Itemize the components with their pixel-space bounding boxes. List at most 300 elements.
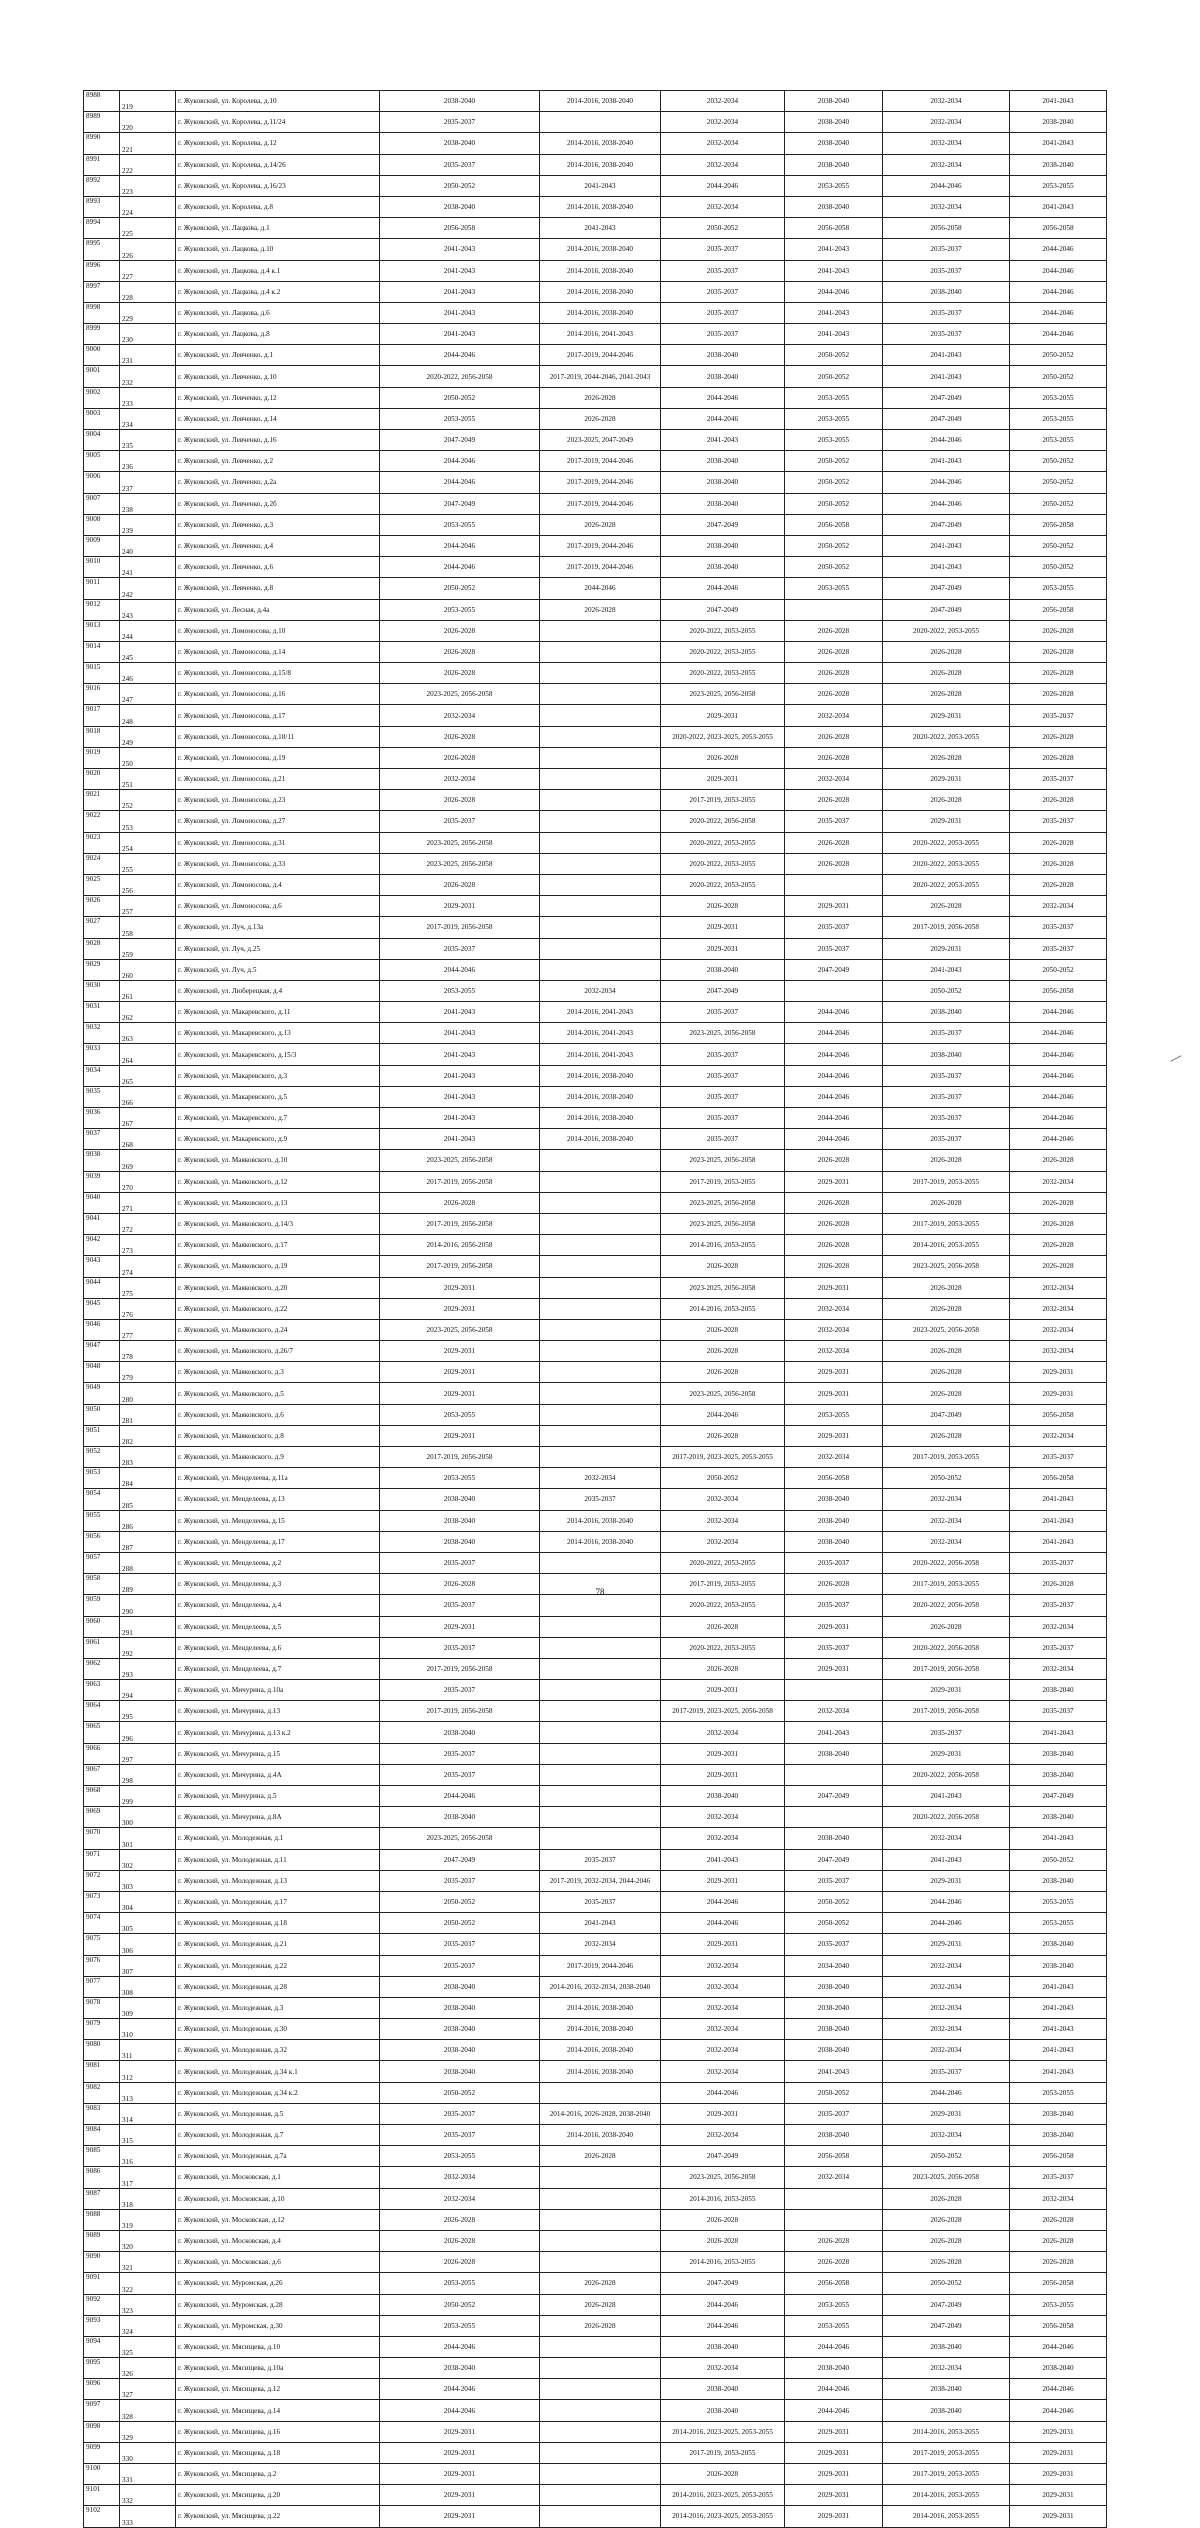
table-row [84, 1383, 1107, 1404]
table-cell: 9014 [84, 641, 120, 662]
table-cell: 2014-2016, 2053-2055 [883, 2421, 1010, 2442]
table-cell: 2041-2043 [540, 1913, 661, 1934]
table-cell: 2038-2040 [661, 366, 785, 387]
table-cell: 2041-2043 [883, 345, 1010, 366]
table-cell: 2056-2058 [1010, 599, 1107, 620]
table-cell: г. Жуковский, ул. Московская, д.6 [176, 2252, 380, 2273]
table-cell: 2032-2034 [661, 91, 785, 112]
table-cell: 272 [120, 1213, 176, 1234]
table-cell: 2053-2055 [1010, 387, 1107, 408]
table-cell: 260 [120, 959, 176, 980]
table-cell: 2047-2049 [785, 1786, 883, 1807]
table-cell: 2044-2046 [1010, 2379, 1107, 2400]
table-cell: 2050-2052 [785, 493, 883, 514]
table-row [84, 811, 1107, 832]
table-cell: 249 [120, 726, 176, 747]
table-cell: 2035-2037 [380, 938, 540, 959]
table-cell: 2047-2049 [661, 2273, 785, 2294]
table-cell: 2029-2031 [380, 1341, 540, 1362]
table-cell: 2044-2046 [380, 472, 540, 493]
table-cell: 281 [120, 1404, 176, 1425]
table-cell [540, 2400, 661, 2421]
table-cell: 2038-2040 [785, 196, 883, 217]
table-cell: 268 [120, 1129, 176, 1150]
table-cell: 2032-2034 [380, 705, 540, 726]
table-cell: 2026-2028 [883, 1383, 1010, 1404]
table-row [84, 1552, 1107, 1573]
table-cell: 2017-2019, 2056-2058 [883, 1701, 1010, 1722]
table-cell: 220 [120, 112, 176, 133]
table-cell: 2017-2019, 2044-2046 [540, 345, 661, 366]
table-cell: 9037 [84, 1129, 120, 1150]
table-cell: 2044-2046 [380, 2336, 540, 2357]
table-cell: 2035-2037 [883, 302, 1010, 323]
table-cell: 2050-2052 [785, 535, 883, 556]
table-cell: 2014-2016, 2038-2040 [540, 91, 661, 112]
table-cell: 255 [120, 853, 176, 874]
table-cell: 9098 [84, 2421, 120, 2442]
table-cell: 2035-2037 [1010, 938, 1107, 959]
table-cell: 2014-2016, 2038-2040 [540, 239, 661, 260]
table-row [84, 91, 1107, 112]
table-cell: 9101 [84, 2485, 120, 2506]
table-cell: 2017-2019, 2053-2055 [883, 2442, 1010, 2463]
table-cell: 2035-2037 [661, 281, 785, 302]
table-cell: 9059 [84, 1595, 120, 1616]
table-cell: 2032-2034 [785, 769, 883, 790]
table-cell: 2026-2028 [883, 2209, 1010, 2230]
table-cell: 2017-2019, 2053-2055 [883, 2464, 1010, 2485]
table-cell: 2026-2028 [785, 684, 883, 705]
table-cell: 252 [120, 790, 176, 811]
table-cell: 2038-2040 [661, 472, 785, 493]
table-cell: 2041-2043 [380, 1129, 540, 1150]
table-cell: 2032-2034 [883, 2040, 1010, 2061]
table-cell: 2044-2046 [380, 2379, 540, 2400]
table-cell: 8997 [84, 281, 120, 302]
table-cell: г. Жуковский, ул. Маяковского, д.24 [176, 1319, 380, 1340]
table-cell: 2029-2031 [380, 2421, 540, 2442]
table-cell [785, 2188, 883, 2209]
table-cell: 2035-2037 [785, 1595, 883, 1616]
table-cell: 2050-2052 [380, 387, 540, 408]
table-cell: 2053-2055 [785, 2315, 883, 2336]
table-cell: 2035-2037 [785, 917, 883, 938]
table-row [84, 1680, 1107, 1701]
table-row [84, 705, 1107, 726]
table-cell: 2056-2058 [1010, 218, 1107, 239]
table-row [84, 620, 1107, 641]
table-cell: 2026-2028 [1010, 853, 1107, 874]
table-row [84, 175, 1107, 196]
table-cell: 2026-2028 [883, 747, 1010, 768]
table-cell: 9031 [84, 1002, 120, 1023]
table-cell: 9043 [84, 1256, 120, 1277]
table-cell [540, 747, 661, 768]
table-cell: 2041-2043 [1010, 196, 1107, 217]
table-cell: 2020-2022, 2056-2058 [883, 1637, 1010, 1658]
table-cell: 2014-2016, 2038-2040 [540, 133, 661, 154]
table-row [84, 874, 1107, 895]
table-row [84, 2103, 1107, 2124]
table-cell: 2026-2028 [883, 896, 1010, 917]
table-cell: 262 [120, 1002, 176, 1023]
table-cell: 243 [120, 599, 176, 620]
table-cell: 222 [120, 154, 176, 175]
table-row [84, 2061, 1107, 2082]
table-cell: 2014-2016, 2038-2040 [540, 2125, 661, 2146]
table-cell: 9013 [84, 620, 120, 641]
table-cell: 251 [120, 769, 176, 790]
table-cell: 2053-2055 [380, 1468, 540, 1489]
table-cell: 227 [120, 260, 176, 281]
table-cell: 2029-2031 [380, 1277, 540, 1298]
table-cell: 2023-2025, 2056-2058 [380, 684, 540, 705]
table-cell: 2020-2022, 2053-2055 [661, 874, 785, 895]
table-cell: 9015 [84, 663, 120, 684]
table-row [84, 1192, 1107, 1213]
table-cell: 2026-2028 [1010, 1574, 1107, 1595]
table-cell: 2050-2052 [1010, 1849, 1107, 1870]
table-cell: г. Жуковский, ул. Мичурина, д.10а [176, 1680, 380, 1701]
table-cell: 2047-2049 [1010, 1786, 1107, 1807]
table-cell: 2047-2049 [380, 1849, 540, 1870]
table-cell: 2044-2046 [785, 1065, 883, 1086]
table-cell: 321 [120, 2252, 176, 2273]
table-cell: 2038-2040 [380, 1489, 540, 1510]
table-row [84, 2167, 1107, 2188]
table-cell [540, 1743, 661, 1764]
table-cell: 2023-2025, 2056-2058 [883, 1256, 1010, 1277]
table-cell: 9097 [84, 2400, 120, 2421]
table-cell: 2038-2040 [1010, 2125, 1107, 2146]
table-cell: 329 [120, 2421, 176, 2442]
table-cell: 2026-2028 [785, 663, 883, 684]
table-cell: 2026-2028 [540, 2294, 661, 2315]
table-cell: 283 [120, 1447, 176, 1468]
table-cell: 2032-2034 [661, 2125, 785, 2146]
table-cell: 9054 [84, 1489, 120, 1510]
table-cell: 9080 [84, 2040, 120, 2061]
table-cell: 2032-2034 [883, 112, 1010, 133]
table-cell: г. Жуковский, ул. Левченко, д.6 [176, 557, 380, 578]
table-cell: г. Жуковский, ул. Королева, д.16/23 [176, 175, 380, 196]
table-cell: 2032-2034 [661, 1722, 785, 1743]
table-cell: 9039 [84, 1171, 120, 1192]
table-cell: 2032-2034 [661, 1807, 785, 1828]
table-cell: 301 [120, 1828, 176, 1849]
table-cell: 2032-2034 [883, 1510, 1010, 1531]
table-cell: 2050-2052 [1010, 345, 1107, 366]
table-cell: 2047-2049 [661, 599, 785, 620]
table-cell: 2035-2037 [1010, 1447, 1107, 1468]
table-cell: 2044-2046 [661, 2082, 785, 2103]
table-cell: 2029-2031 [380, 1425, 540, 1446]
table-cell: 2041-2043 [661, 1849, 785, 1870]
table-cell: 2032-2034 [1010, 1616, 1107, 1637]
table-cell: 2035-2037 [661, 239, 785, 260]
table-cell: г. Жуковский, ул. Маяковского, д.10 [176, 1150, 380, 1171]
table-cell: 9045 [84, 1298, 120, 1319]
table-cell [540, 112, 661, 133]
table-cell: 2032-2034 [661, 2358, 785, 2379]
table-cell: 9003 [84, 408, 120, 429]
table-cell: 2020-2022, 2023-2025, 2053-2055 [661, 726, 785, 747]
table-cell: 307 [120, 1955, 176, 1976]
table-cell: 2041-2043 [883, 366, 1010, 387]
table-cell: 315 [120, 2125, 176, 2146]
table-cell: 223 [120, 175, 176, 196]
table-cell: 2017-2019, 2056-2058 [380, 917, 540, 938]
table-cell: 2023-2025, 2056-2058 [661, 1150, 785, 1171]
table-cell: г. Жуковский, ул. Московская, д.10 [176, 2188, 380, 2209]
table-cell: 2032-2034 [661, 1489, 785, 1510]
table-cell: 2014-2016, 2038-2040 [540, 1129, 661, 1150]
table-cell: 2026-2028 [785, 1150, 883, 1171]
table-cell: 299 [120, 1786, 176, 1807]
table-cell [540, 1807, 661, 1828]
table-cell: 2035-2037 [380, 811, 540, 832]
table-cell: г. Жуковский, ул. Молодежная, д.28 [176, 1976, 380, 1997]
table-cell: 2044-2046 [785, 2379, 883, 2400]
table-cell: 285 [120, 1489, 176, 1510]
table-cell [540, 2188, 661, 2209]
table-cell: 2032-2034 [883, 1976, 1010, 1997]
table-cell: 2044-2046 [785, 1023, 883, 1044]
table-cell: 2035-2037 [1010, 917, 1107, 938]
table-cell: 9090 [84, 2252, 120, 2273]
table-cell: г. Жуковский, ул. Мясищева, д.12 [176, 2379, 380, 2400]
table-cell: 2023-2025, 2056-2058 [380, 853, 540, 874]
table-cell: 9001 [84, 366, 120, 387]
table-cell: 2038-2040 [380, 1997, 540, 2018]
table-cell: г. Жуковский, ул. Мясищева, д.18 [176, 2442, 380, 2463]
table-row [84, 1086, 1107, 1107]
table-cell: г. Жуковский, ул. Маяковского, д.14/3 [176, 1213, 380, 1234]
table-cell: 2044-2046 [883, 493, 1010, 514]
table-cell [540, 1256, 661, 1277]
table-cell: 2044-2046 [1010, 1086, 1107, 1107]
table-row [84, 1341, 1107, 1362]
table-cell: 2032-2034 [1010, 1658, 1107, 1679]
table-cell: г. Жуковский, ул. Маяковского, д.20 [176, 1277, 380, 1298]
table-cell: 2032-2034 [661, 1531, 785, 1552]
table-cell: г. Жуковский, ул. Маяковского, д.19 [176, 1256, 380, 1277]
table-cell: г. Жуковский, ул. Маяковского, д.8 [176, 1425, 380, 1446]
table-row [84, 2252, 1107, 2273]
table-cell: 2026-2028 [883, 1362, 1010, 1383]
table-cell: 2050-2052 [1010, 557, 1107, 578]
table-cell: г. Жуковский, ул. Ломоносова, д.10 [176, 620, 380, 641]
table-cell: 2032-2034 [883, 133, 1010, 154]
table-row [84, 408, 1107, 429]
table-cell: г. Жуковский, ул. Маяковского, д.9 [176, 1447, 380, 1468]
table-cell [540, 1722, 661, 1743]
table-cell: 2044-2046 [785, 1044, 883, 1065]
table-cell: 2053-2055 [380, 1404, 540, 1425]
table-cell: 326 [120, 2358, 176, 2379]
table-cell: г. Жуковский, ул. Лацкова, д.10 [176, 239, 380, 260]
table-cell: 2041-2043 [785, 2061, 883, 2082]
table-cell: 2038-2040 [1010, 154, 1107, 175]
table-cell: 2044-2046 [661, 1404, 785, 1425]
table-cell: 2035-2037 [1010, 769, 1107, 790]
table-cell [540, 2421, 661, 2442]
table-row [84, 1213, 1107, 1234]
table-cell: г. Жуковский, ул. Левченко, д.12 [176, 387, 380, 408]
table-cell: 2053-2055 [1010, 2294, 1107, 2315]
table-cell: 2032-2034 [540, 980, 661, 1001]
table-cell [540, 1595, 661, 1616]
table-row [84, 2125, 1107, 2146]
table-cell: г. Жуковский, ул. Мясищева, д.10а [176, 2358, 380, 2379]
table-cell: 2035-2037 [661, 1044, 785, 1065]
table-cell: 2029-2031 [1010, 2421, 1107, 2442]
table-cell: 2032-2034 [883, 1955, 1010, 1976]
table-cell: 2029-2031 [380, 1383, 540, 1404]
table-cell: 2041-2043 [785, 302, 883, 323]
table-cell: г. Жуковский, ул. Менделеева, д.15 [176, 1510, 380, 1531]
table-cell: 2026-2028 [380, 790, 540, 811]
table-cell: 2020-2022, 2056-2058 [883, 1552, 1010, 1573]
table-cell: 2017-2019, 2053-2055 [661, 790, 785, 811]
table-cell: 2017-2019, 2044-2046 [540, 472, 661, 493]
table-cell [540, 2252, 661, 2273]
table-cell: г. Жуковский, ул. Королева, д.8 [176, 196, 380, 217]
table-cell: 2026-2028 [1010, 1256, 1107, 1277]
table-cell: г. Жуковский, ул. Мясищева, д.2 [176, 2464, 380, 2485]
table-cell: 2038-2040 [785, 1997, 883, 2018]
table-cell: г. Жуковский, ул. Молодежная, д.18 [176, 1913, 380, 1934]
table-cell: 2032-2034 [661, 1510, 785, 1531]
table-cell: 2044-2046 [661, 387, 785, 408]
table-cell: 247 [120, 684, 176, 705]
table-cell: 2026-2028 [883, 663, 1010, 684]
table-cell: 9060 [84, 1616, 120, 1637]
table-cell: 2026-2028 [883, 1341, 1010, 1362]
table-cell: 328 [120, 2400, 176, 2421]
table-cell: 2035-2037 [785, 1552, 883, 1573]
table-cell: 333 [120, 2506, 176, 2527]
table-cell: 2047-2049 [661, 2146, 785, 2167]
table-cell: 2020-2022, 2053-2055 [661, 663, 785, 684]
table-cell: 228 [120, 281, 176, 302]
table-row [84, 917, 1107, 938]
table-cell: 9038 [84, 1150, 120, 1171]
table-cell: 2041-2043 [883, 451, 1010, 472]
table-cell [540, 896, 661, 917]
table-cell: 9008 [84, 514, 120, 535]
table-row [84, 1828, 1107, 1849]
table-cell: 2029-2031 [883, 1743, 1010, 1764]
table-cell: 234 [120, 408, 176, 429]
table-cell: 322 [120, 2273, 176, 2294]
table-cell: 229 [120, 302, 176, 323]
table-cell: 2014-2016, 2038-2040 [540, 1510, 661, 1531]
table-cell: 244 [120, 620, 176, 641]
table-cell: г. Жуковский, ул. Ломоносова, д.6 [176, 896, 380, 917]
table-cell: 276 [120, 1298, 176, 1319]
table-cell: 2014-2016, 2032-2034, 2038-2040 [540, 1976, 661, 1997]
table-cell: 2032-2034 [661, 2061, 785, 2082]
table-row [84, 663, 1107, 684]
table-cell: 2044-2046 [380, 345, 540, 366]
table-cell: 2038-2040 [785, 133, 883, 154]
table-cell: 2032-2034 [785, 1298, 883, 1319]
table-cell: 2038-2040 [785, 1531, 883, 1552]
table-cell: 2032-2034 [1010, 896, 1107, 917]
table-cell: г. Жуковский, ул. Молодежная, д.17 [176, 1891, 380, 1912]
table-cell: 2041-2043 [1010, 1976, 1107, 1997]
table-cell: 224 [120, 196, 176, 217]
table-cell: 2038-2040 [1010, 1934, 1107, 1955]
table-cell: 2050-2052 [785, 1891, 883, 1912]
table-cell: 2035-2037 [883, 260, 1010, 281]
table-cell: 9076 [84, 1955, 120, 1976]
table-cell: 2017-2019, 2032-2034, 2044-2046 [540, 1870, 661, 1891]
table-cell: 2050-2052 [883, 980, 1010, 1001]
table-row [84, 493, 1107, 514]
table-cell: 2026-2028 [883, 1298, 1010, 1319]
table-cell: 2038-2040 [1010, 1743, 1107, 1764]
table-cell: 2026-2028 [1010, 1213, 1107, 1234]
table-cell: 2044-2046 [1010, 2336, 1107, 2357]
table-cell: 2044-2046 [883, 175, 1010, 196]
table-cell: 2026-2028 [540, 2146, 661, 2167]
table-cell: 2053-2055 [785, 1404, 883, 1425]
table-cell: 2026-2028 [540, 408, 661, 429]
table-cell: г. Жуковский, ул. Лесная, д.4а [176, 599, 380, 620]
table-row [84, 1002, 1107, 1023]
table-cell: 289 [120, 1574, 176, 1595]
table-row [84, 1976, 1107, 1997]
table-cell: 2038-2040 [1010, 2103, 1107, 2124]
table-cell: 2038-2040 [785, 1510, 883, 1531]
table-cell: 2044-2046 [1010, 1129, 1107, 1150]
table-cell: 2026-2028 [883, 1616, 1010, 1637]
table-cell: 2032-2034 [661, 196, 785, 217]
table-cell: 2029-2031 [785, 2442, 883, 2463]
table-cell: 9028 [84, 938, 120, 959]
table-cell: 2038-2040 [380, 1807, 540, 1828]
table-row [84, 938, 1107, 959]
table-cell: г. Жуковский, ул. Королева, д.10 [176, 91, 380, 112]
table-cell: 2014-2016, 2038-2040 [540, 1086, 661, 1107]
table-cell: г. Жуковский, ул. Левченко, д.8 [176, 578, 380, 599]
table-cell: 2041-2043 [785, 239, 883, 260]
table-row [84, 1616, 1107, 1637]
table-cell: 2014-2016, 2053-2055 [661, 1298, 785, 1319]
table-cell: 2044-2046 [661, 1913, 785, 1934]
table-cell [540, 1171, 661, 1192]
table-row [84, 133, 1107, 154]
table-cell: г. Жуковский, ул. Ломоносова, д.14 [176, 641, 380, 662]
table-cell: г. Жуковский, ул. Менделеева, д.4 [176, 1595, 380, 1616]
table-row [84, 1023, 1107, 1044]
table-cell: г. Жуковский, ул. Мясищева, д.16 [176, 2421, 380, 2442]
table-cell: 2032-2034 [785, 1701, 883, 1722]
table-row [84, 1362, 1107, 1383]
table-cell: 282 [120, 1425, 176, 1446]
table-cell [540, 1552, 661, 1573]
table-cell: 2038-2040 [1010, 1680, 1107, 1701]
table-cell: 2035-2037 [883, 1065, 1010, 1086]
table-cell: 2044-2046 [1010, 1108, 1107, 1129]
table-cell: 2014-2016, 2053-2055 [661, 2188, 785, 2209]
table-cell: 2029-2031 [785, 1362, 883, 1383]
table-row [84, 2273, 1107, 2294]
table-cell: г. Жуковский, ул. Левченко, д.2 [176, 451, 380, 472]
